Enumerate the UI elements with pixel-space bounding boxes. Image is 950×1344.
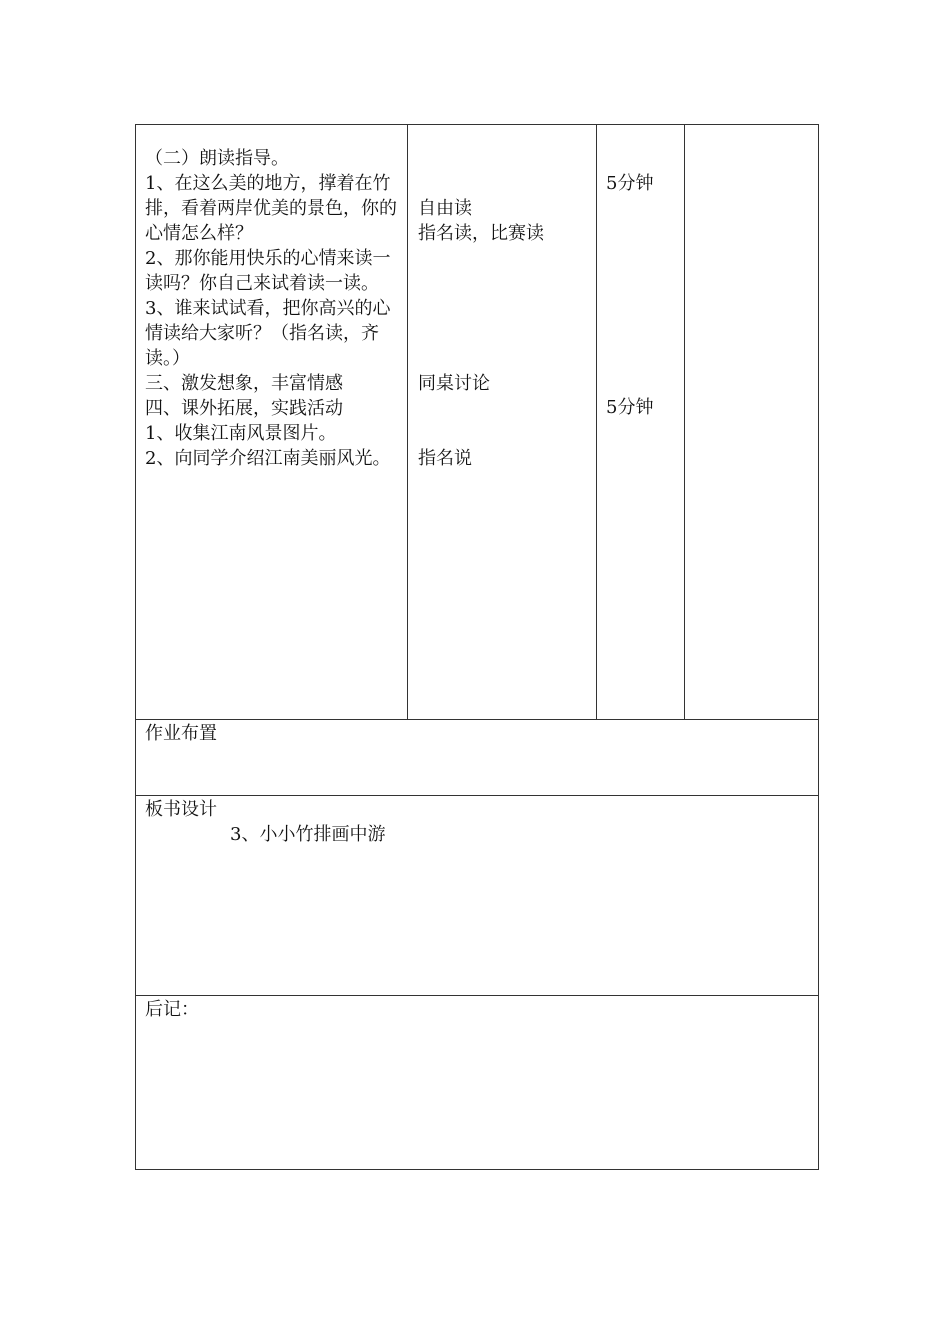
method-named-read: 指名读，比赛读 [418,223,544,244]
method-free-read: 自由读 [418,198,472,219]
note-column [685,125,818,719]
homework-row [136,720,818,796]
time-first: 5分钟 [606,173,654,194]
content-line: 三、激发想象，丰富情感 [145,373,343,394]
content-line: 情读给大家听？（指名读，齐 [145,323,379,344]
content-line: 2、向同学介绍江南美丽风光。 [145,448,391,469]
teaching-process-row [136,125,818,720]
method-named-speak: 指名说 [418,448,472,469]
content-line: 1、收集江南风景图片。 [145,423,337,444]
content-line: 2、那你能用快乐的心情来读一 [145,248,391,269]
board-design-title: 3、小小竹排画中游 [230,824,386,845]
board-design-label: 板书设计 [145,799,217,820]
content-line: 四、课外拓展，实践活动 [145,398,343,419]
board-design-row [136,796,818,996]
postscript-label: 后记： [145,999,199,1020]
method-column [408,125,597,719]
homework-label: 作业布置 [145,723,217,744]
content-line: 心情怎么样？ [145,223,253,244]
lesson-plan-table [135,124,819,1170]
method-desk-discussion: 同桌讨论 [418,373,490,394]
postscript-row [136,996,818,1169]
time-second: 5分钟 [606,397,654,418]
content-line: 读。） [145,348,190,369]
content-line: 1、在这么美的地方，撑着在竹 [145,173,391,194]
time-column [597,125,685,719]
content-line: 排，看着两岸优美的景色，你的 [145,198,397,219]
content-line: 3、谁来试试看，把你高兴的心 [145,298,391,319]
content-line: （二）朗读指导。 [145,148,289,169]
content-lines [145,146,400,471]
content-line: 读吗？你自己来试着读一读。 [145,273,379,294]
content-column [136,125,408,719]
